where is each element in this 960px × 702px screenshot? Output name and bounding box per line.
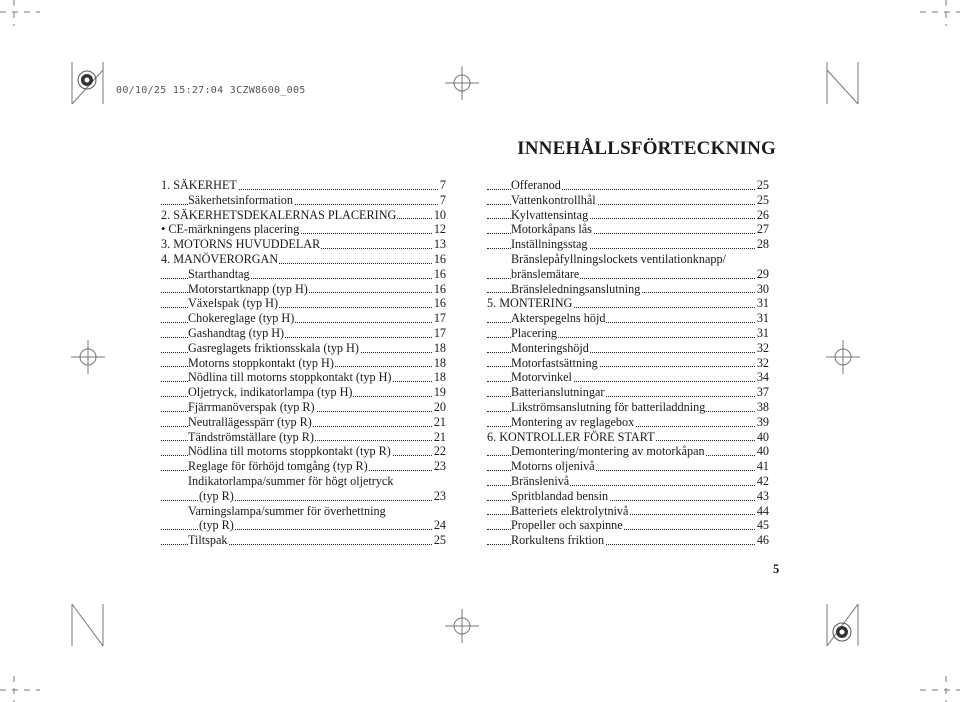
- toc-entry: [161, 489, 446, 504]
- toc-entry: [487, 489, 769, 504]
- toc-entry-page: 7: [439, 192, 446, 207]
- toc-entry-title: Demontering/montering av motorkåpan: [511, 444, 705, 459]
- toc-entry-title: Tändströmställare (typ R): [188, 429, 314, 444]
- toc-entry-title: Gasreglagets friktionsskala (typ H): [188, 340, 359, 355]
- toc-entry-page: 17: [433, 311, 446, 326]
- toc-entry: [161, 193, 446, 208]
- toc-entry-title: 4. MANÖVERORGAN: [161, 251, 279, 266]
- toc-entry-page: 16: [433, 296, 446, 311]
- toc-entry-page: 30: [756, 281, 769, 296]
- toc-entry-page: 32: [756, 340, 769, 355]
- toc-entry-page: 34: [756, 370, 769, 385]
- toc-entry-title: Motorstartknapp (typ H): [188, 281, 308, 296]
- toc-entry: [487, 267, 769, 282]
- toc-entry: [487, 326, 769, 341]
- toc-entry-title: Reglage för förhöjd tomgång (typ R): [188, 459, 368, 474]
- toc-entry-page: 32: [756, 355, 769, 370]
- toc-entry-title: Indikatorlampa/summer för högt oljetryck: [188, 473, 394, 488]
- toc-entry-title: Bränslenivå: [511, 473, 570, 488]
- toc-entry-page: 37: [756, 385, 769, 400]
- toc-entry-page: 27: [756, 222, 769, 237]
- toc-entry: [161, 430, 446, 445]
- toc-entry-page: 38: [756, 399, 769, 414]
- toc-entry-title: Nödlina till motorns stoppkontakt (typ H): [188, 370, 392, 385]
- toc-entry: [487, 533, 769, 548]
- toc-entry-page: 31: [756, 311, 769, 326]
- toc-entry-page: 12: [433, 222, 446, 237]
- page-number: 5: [773, 562, 780, 576]
- toc-entry: [487, 311, 769, 326]
- toc-entry: [487, 400, 769, 415]
- toc-entry-title: Växelspak (typ H): [188, 296, 279, 311]
- toc-entry-page: 16: [433, 281, 446, 296]
- toc-entry: [161, 518, 446, 533]
- toc-entry-title: Oljetryck, indikatorlampa (typ H): [188, 385, 353, 400]
- toc-entry: [487, 444, 769, 459]
- toc-entry-title: Bränslepåfyllningslockets ventilationknapp/: [511, 251, 726, 266]
- page-title: INNEHÅLLSFÖRTECKNING: [517, 138, 776, 159]
- toc-entry: [161, 178, 446, 193]
- toc-entry: [161, 341, 446, 356]
- toc-entry: [161, 370, 446, 385]
- toc-entry-page: 21: [433, 414, 446, 429]
- toc-entry: [161, 252, 446, 267]
- toc-entry-page: 10: [433, 207, 446, 222]
- toc-entry-title: • CE-märkningens placering: [161, 222, 300, 237]
- toc-entry-title: 5. MONTERING: [487, 296, 573, 311]
- toc-entry-page: 17: [433, 325, 446, 340]
- toc-entry-title: Batteriets elektrolytnivå: [511, 503, 629, 518]
- toc-right-column: [487, 178, 769, 548]
- toc-entry-page: 41: [756, 459, 769, 474]
- toc-entry-page: 20: [433, 399, 446, 414]
- toc-entry-title: Offeranod: [511, 178, 561, 192]
- toc-entry: [487, 356, 769, 371]
- toc-entry-page: 39: [756, 414, 769, 429]
- toc-entry-title: bränslemätare: [511, 266, 580, 281]
- toc-entry: [487, 504, 769, 519]
- toc-entry-page: 7: [439, 178, 446, 192]
- toc-entry: [487, 282, 769, 297]
- toc-entry: [487, 178, 769, 193]
- toc-entry-title: 1. SÄKERHET: [161, 178, 237, 192]
- toc-entry: [161, 296, 446, 311]
- toc-entry-title: Motorns stoppkontakt (typ H): [188, 355, 334, 370]
- toc-entry-title: Bränsleledningsanslutning: [511, 281, 641, 296]
- toc-entry-title: Varningslampa/summer för överhettning: [188, 503, 386, 518]
- toc-entry-page: 25: [433, 533, 446, 548]
- toc-entry: [161, 222, 446, 237]
- toc-entry: [487, 252, 769, 267]
- toc-entry: [487, 459, 769, 474]
- toc-entry-page: 40: [756, 444, 769, 459]
- toc-entry-page: 24: [433, 518, 446, 533]
- toc-entry-page: 44: [756, 503, 769, 518]
- toc-entry-title: Montering av reglagebox: [511, 414, 635, 429]
- toc-entry-title: Neutrallägesspärr (typ R): [188, 414, 312, 429]
- toc-left-column: [161, 178, 446, 548]
- toc-entry-page: 31: [756, 296, 769, 311]
- toc-entry: [161, 474, 446, 489]
- toc-entry-page: 28: [756, 237, 769, 252]
- toc-entry-title: 2. SÄKERHETSDEKALERNAS PLACERING: [161, 207, 397, 222]
- toc-entry-title: Motorkåpans lås: [511, 222, 592, 237]
- toc-entry: [487, 296, 769, 311]
- toc-entry-title: Fjärrmanöverspak (typ R): [188, 399, 315, 414]
- toc-entry: [161, 459, 446, 474]
- toc-entry-page: 45: [756, 518, 769, 533]
- toc-entry-title: Motorfastsättning: [511, 355, 598, 370]
- toc-entry-title: Kylvattensintag: [511, 207, 589, 222]
- toc-entry-page: 22: [433, 444, 446, 459]
- toc-entry-page: 46: [756, 533, 769, 548]
- toc-entry-title: 6. KONTROLLER FÖRE START: [487, 429, 655, 444]
- toc-entry-page: 42: [756, 473, 769, 488]
- toc-entry-title: Vattenkontrollhål: [511, 192, 596, 207]
- toc-entry-title: Chokereglage (typ H): [188, 311, 295, 326]
- toc-entry-page: 18: [433, 355, 446, 370]
- toc-entry: [161, 267, 446, 282]
- toc-entry: [487, 341, 769, 356]
- toc-entry: [487, 518, 769, 533]
- toc-entry: [487, 370, 769, 385]
- toc-entry: [487, 222, 769, 237]
- toc-entry: [487, 237, 769, 252]
- toc-entry-title: Nödlina till motorns stoppkontakt (typ R): [188, 444, 391, 459]
- toc-entry-title: Monteringshöjd: [511, 340, 589, 355]
- toc-entry: [487, 208, 769, 223]
- toc-entry: [161, 208, 446, 223]
- toc-entry-page: 31: [756, 325, 769, 340]
- toc-entry: [161, 311, 446, 326]
- toc-entry-page: 40: [756, 429, 769, 444]
- toc-entry-title: 3. MOTORNS HUVUDDELAR: [161, 237, 321, 252]
- toc-entry: [161, 444, 446, 459]
- toc-entry: [161, 385, 446, 400]
- toc-entry-page: 16: [433, 266, 446, 281]
- toc-entry: [487, 430, 769, 445]
- toc-entry: [487, 474, 769, 489]
- toc-entry-title: Säkerhetsinformation: [188, 192, 293, 207]
- toc-entry-page: 13: [433, 237, 446, 252]
- toc-entry-page: 18: [433, 340, 446, 355]
- toc-entry-title: Inställningsstag: [511, 237, 588, 252]
- toc-entry: [161, 415, 446, 430]
- toc-entry-title: (typ R): [199, 488, 234, 503]
- toc-entry: [161, 504, 446, 519]
- print-job-info: 00/10/25 15:27:04 3CZW8600_005: [116, 85, 306, 96]
- toc-entry-title: Tiltspak: [188, 533, 228, 548]
- toc-entry-page: 16: [433, 251, 446, 266]
- toc-entry-page: 25: [756, 178, 769, 192]
- toc-entry-page: 23: [433, 459, 446, 474]
- toc-entry: [161, 356, 446, 371]
- toc-entry-title: Placering: [511, 325, 558, 340]
- toc-entry-page: 21: [433, 429, 446, 444]
- toc-entry: [487, 385, 769, 400]
- toc-entry: [161, 326, 446, 341]
- toc-entry: [487, 193, 769, 208]
- toc-entry-page: 29: [756, 266, 769, 281]
- toc-entry-page: 25: [756, 192, 769, 207]
- toc-entry-title: Spritblandad bensin: [511, 488, 609, 503]
- toc-entry-title: Motorvinkel: [511, 370, 572, 385]
- toc-entry: [161, 237, 446, 252]
- toc-entry: [487, 415, 769, 430]
- toc-entry-page: 18: [433, 370, 446, 385]
- toc-entry-title: Rorkultens friktion: [511, 533, 605, 548]
- toc-entry: [161, 533, 446, 548]
- toc-entry: [161, 282, 446, 297]
- toc-entry-title: Starthandtag: [188, 266, 250, 281]
- toc-entry-page: 19: [433, 385, 446, 400]
- toc-entry-title: Gashandtag (typ H): [188, 325, 285, 340]
- toc-entry-title: Propeller och saxpinne: [511, 518, 623, 533]
- toc-entry: [161, 400, 446, 415]
- toc-entry-title: (typ R): [199, 518, 234, 533]
- toc-entry-page: 23: [433, 488, 446, 503]
- toc-entry-page: 26: [756, 207, 769, 222]
- toc-entry-title: Motorns oljenivå: [511, 459, 595, 474]
- toc-entry-page: 43: [756, 488, 769, 503]
- toc-entry-title: Akterspegelns höjd: [511, 311, 606, 326]
- toc-entry-title: Likströmsanslutning för batteriladdning: [511, 399, 706, 414]
- toc-entry-title: Batterianslutningar: [511, 385, 605, 400]
